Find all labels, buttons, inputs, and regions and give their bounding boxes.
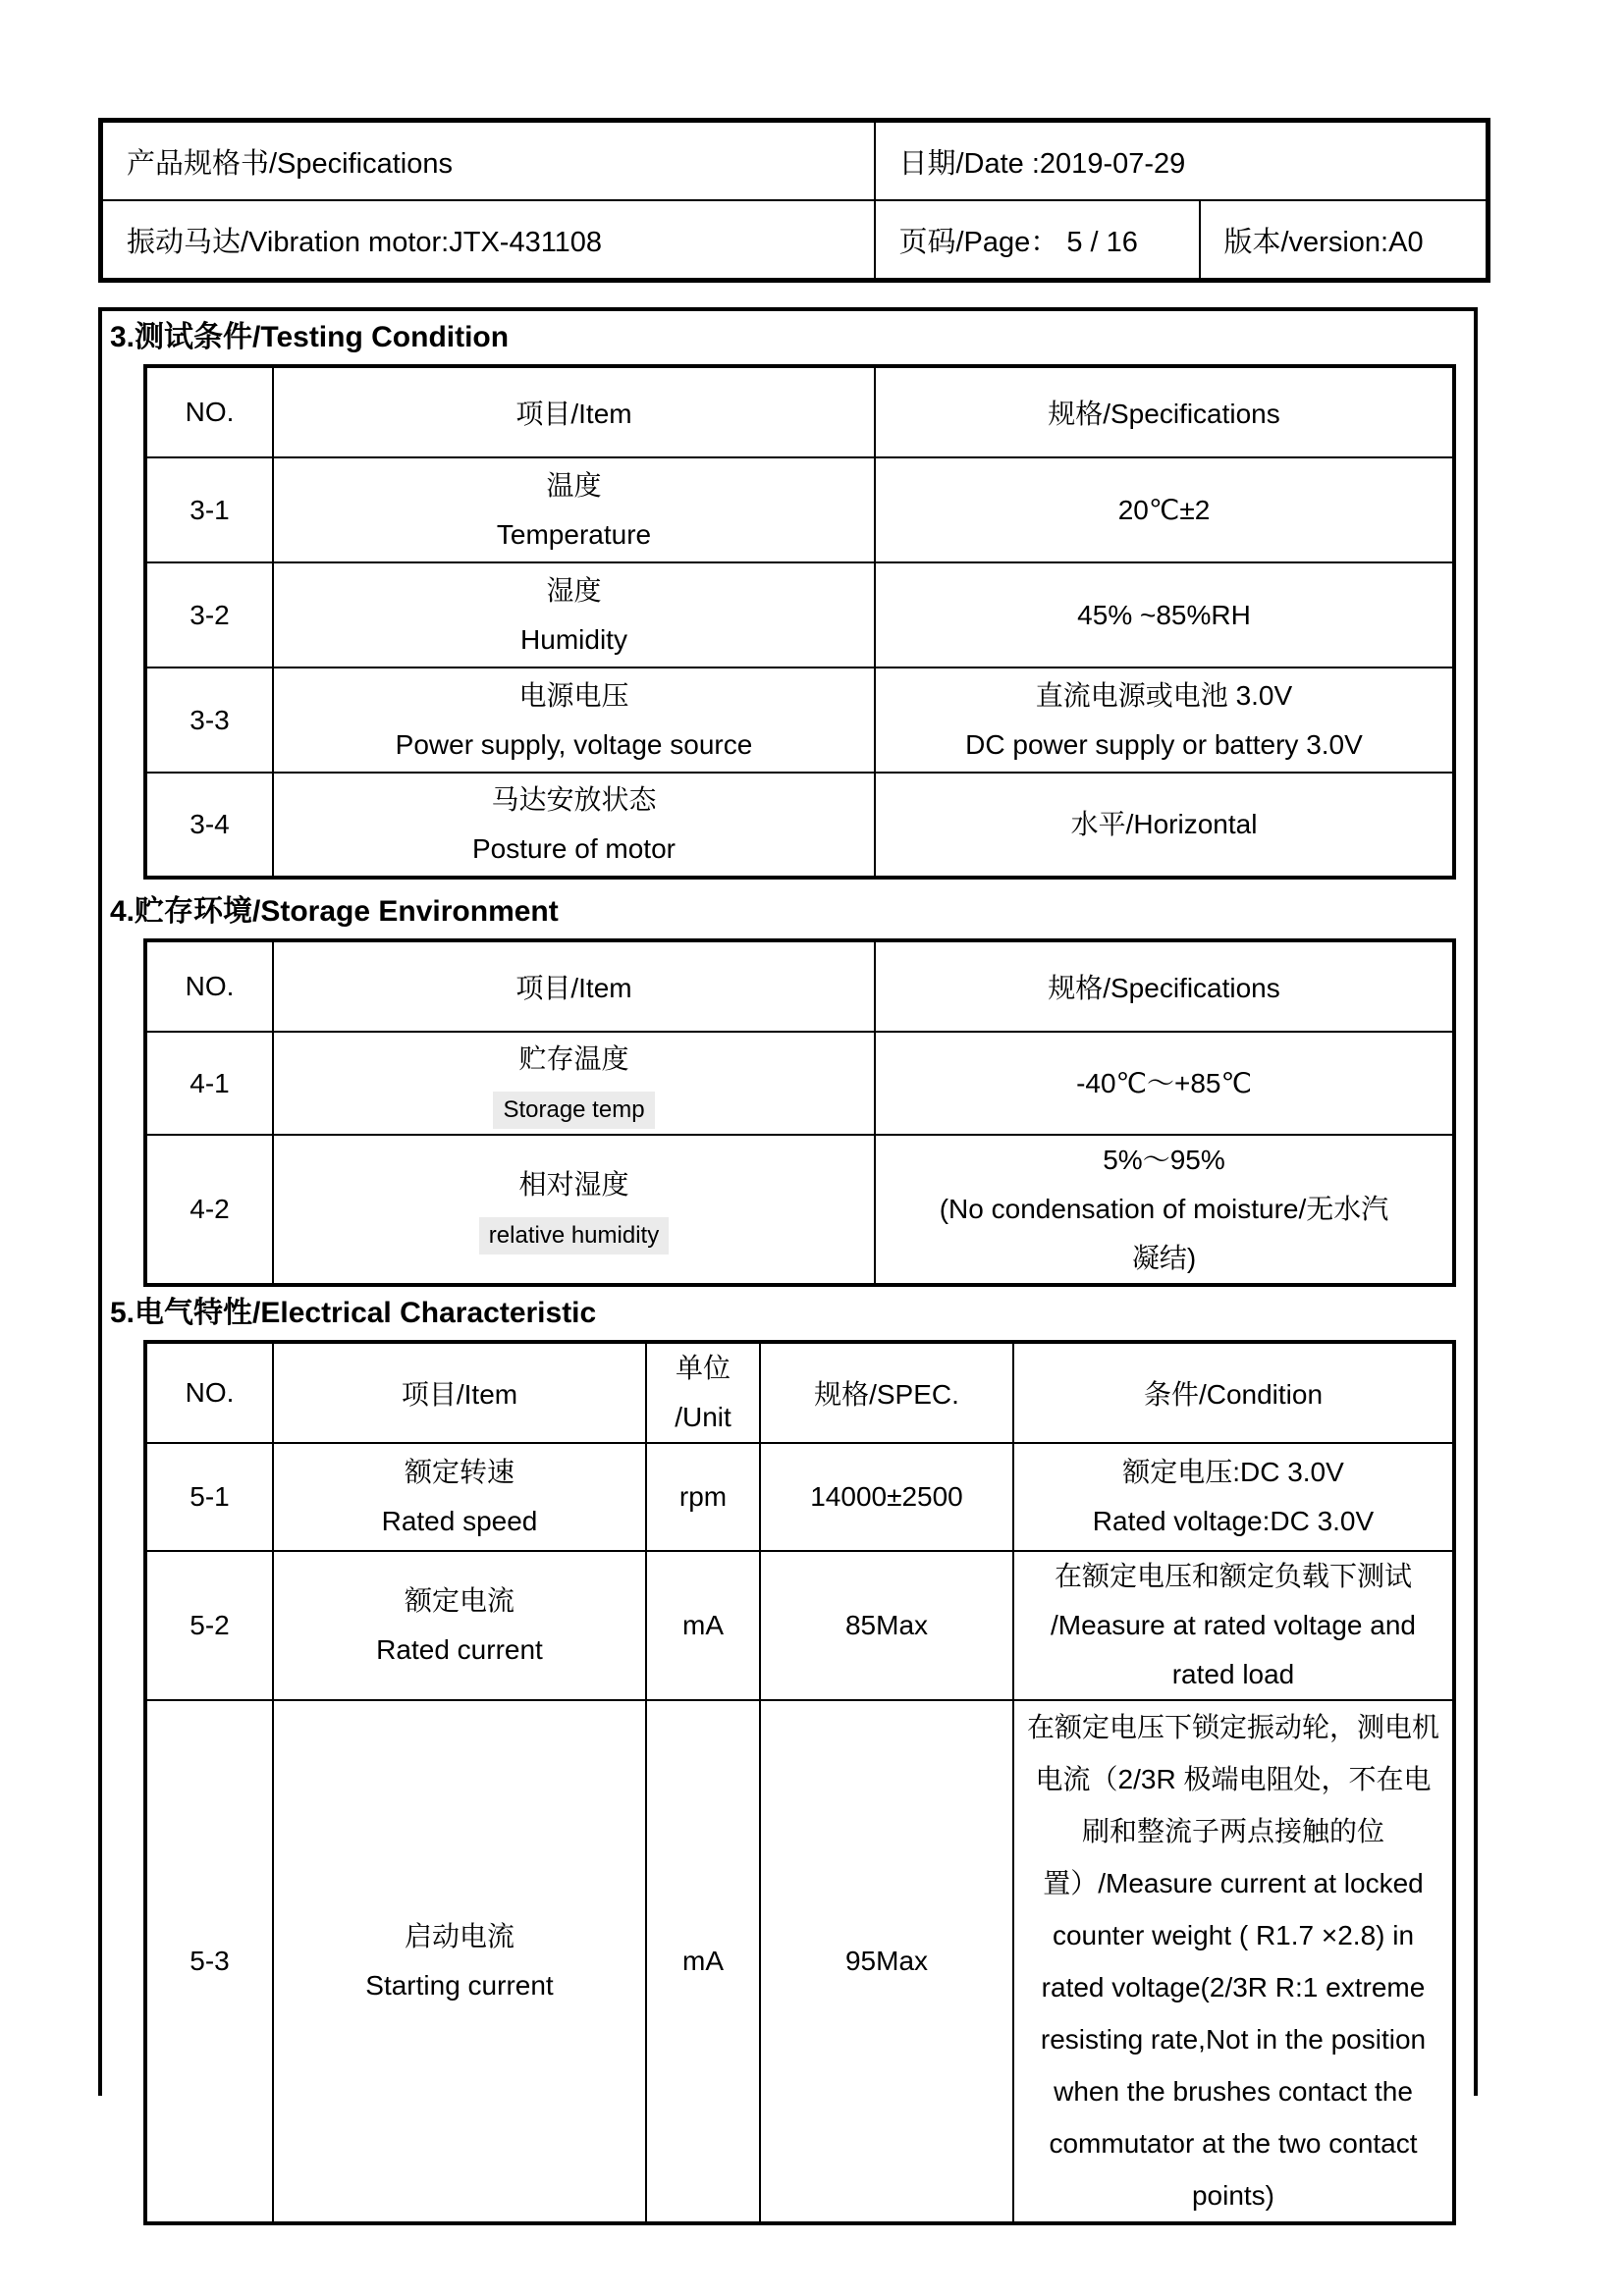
spec-line: 45% ~85%RH [1077, 599, 1251, 630]
spec-line: (No condensation of moisture/无水汽 [939, 1194, 1389, 1224]
condition-line: 在额定电压和额定负载下测试 [1054, 1561, 1412, 1591]
table-row [145, 1032, 1454, 1135]
testing-condition-table [143, 364, 1456, 880]
row-no: 5-2 [145, 1551, 273, 1700]
row-unit: mA [646, 1551, 760, 1700]
col-header-no: NO. [145, 940, 273, 1032]
table-row [145, 457, 1454, 562]
table-header-row [145, 366, 1454, 457]
header-product-cell: 产品规格书/Specifications [101, 121, 875, 201]
spec-line: -40℃～+85℃ [1076, 1067, 1252, 1098]
row-spec [875, 1032, 1454, 1135]
electrical-characteristic-table [143, 1340, 1456, 2225]
item-cn: 额定电流 [404, 1585, 514, 1616]
item-cn: 温度 [546, 469, 602, 501]
header-page-cell: 页码/Page： 5 / 16 [875, 200, 1200, 281]
item-cn: 额定转速 [404, 1457, 514, 1487]
spec-line: 5%～95% [1103, 1145, 1225, 1175]
table-row [145, 773, 1454, 878]
condition-line: Rated voltage:DC 3.0V [1092, 1506, 1375, 1536]
col-header-spec: 规格/Specifications [875, 366, 1454, 457]
item-cn: 湿度 [546, 574, 602, 606]
col-header-spec: 规格/SPEC. [760, 1342, 1013, 1443]
header-date-cell: 日期/Date :2019-07-29 [875, 121, 1489, 201]
header-version-cell: 版本/version:A0 [1200, 200, 1489, 281]
item-cn: 电源电压 [518, 679, 629, 711]
col-header-no: NO. [145, 1342, 273, 1443]
row-no: 3-3 [145, 667, 273, 773]
item-en: Rated current [376, 1634, 543, 1665]
row-no: 5-1 [145, 1443, 273, 1551]
row-item [273, 1700, 646, 2223]
row-condition: 在额定电压下锁定振动轮，测电机电流（2/3R 极端电阻处，不在电刷和整流子两点接触的位置）/Measure current at locked counter weight ( R1.7 ×2.8) in rated voltage(2/3R R:1 extreme resisting rate,Not in the position when the brushes contact the commutator at the two contact points) [1013, 1700, 1454, 2223]
item-cn: 马达安放状态 [491, 784, 657, 815]
item-en: Temperature [496, 518, 652, 550]
header-row-1 [101, 121, 1489, 201]
row-spec: 95Max [760, 1700, 1013, 2223]
item-en: Posture of motor [472, 833, 676, 864]
table-row [145, 1135, 1454, 1285]
row-spec [875, 562, 1454, 667]
spec-line: 直流电源或电池 3.0V [1035, 679, 1293, 711]
row-item [273, 773, 875, 878]
row-no: 4-1 [145, 1032, 273, 1135]
col-header-no: NO. [145, 366, 273, 457]
item-en: Rated speed [381, 1506, 538, 1536]
section5-title: 5.电气特性/Electrical Characteristic [110, 1297, 597, 1329]
row-item [273, 1032, 875, 1135]
row-item [273, 562, 875, 667]
spec-line: 20℃±2 [1117, 494, 1211, 525]
col-header-condition: 条件/Condition [1013, 1342, 1454, 1443]
table-header-row [145, 1342, 1454, 1443]
row-item [273, 1551, 646, 1700]
condition-line: 额定电压:DC 3.0V [1122, 1457, 1344, 1487]
col-header-unit: 单位 /Unit [646, 1342, 760, 1443]
item-cn: 相对湿度 [518, 1169, 629, 1200]
item-cn: 贮存温度 [518, 1042, 629, 1074]
row-unit: mA [646, 1700, 760, 2223]
row-item [273, 1443, 646, 1551]
col-header-item: 项目/Item [273, 1342, 646, 1443]
item-cn: 启动电流 [404, 1921, 514, 1951]
col-header-item: 项目/Item [273, 940, 875, 1032]
row-no: 4-2 [145, 1135, 273, 1285]
table-row [145, 1700, 1454, 2223]
item-note-highlight: Storage temp [493, 1092, 654, 1129]
item-note-highlight: relative humidity [479, 1217, 669, 1255]
row-no: 3-2 [145, 562, 273, 667]
spec-line: DC power supply or battery 3.0V [965, 728, 1363, 760]
header-row-2 [101, 200, 1489, 281]
spec-line: 水平/Horizontal [1070, 809, 1258, 839]
item-en: Starting current [365, 1970, 554, 2001]
row-no: 3-4 [145, 773, 273, 878]
item-en: Humidity [520, 623, 627, 655]
table-row [145, 562, 1454, 667]
section3-title: 3.测试条件/Testing Condition [110, 321, 510, 353]
row-item [273, 1135, 875, 1285]
content-frame [98, 307, 1478, 2211]
row-spec [875, 1135, 1454, 1285]
storage-environment-table [143, 938, 1456, 1287]
row-spec [875, 773, 1454, 878]
row-spec [875, 667, 1454, 773]
row-condition [1013, 1443, 1454, 1551]
item-en: Power supply, voltage source [395, 728, 753, 760]
col-header-spec: 规格/Specifications [875, 940, 1454, 1032]
row-unit: rpm [646, 1443, 760, 1551]
row-spec [875, 457, 1454, 562]
row-item [273, 667, 875, 773]
header-motor-cell: 振动马达/Vibration motor:JTX-431108 [101, 200, 875, 281]
row-no: 5-3 [145, 1700, 273, 2223]
row-condition [1013, 1551, 1454, 1700]
table-row [145, 1443, 1454, 1551]
row-item [273, 457, 875, 562]
row-spec: 14000±2500 [760, 1443, 1013, 1551]
document-header-table [98, 118, 1490, 283]
row-spec: 85Max [760, 1551, 1013, 1700]
section4-title: 4.贮存环境/Storage Environment [110, 895, 559, 928]
table-header-row [145, 940, 1454, 1032]
condition-line: /Measure at rated voltage and rated load [1050, 1610, 1416, 1689]
col-header-item: 项目/Item [273, 366, 875, 457]
row-no: 3-1 [145, 457, 273, 562]
table-row [145, 1551, 1454, 1700]
spec-line: 凝结) [1131, 1243, 1197, 1273]
table-row [145, 667, 1454, 773]
